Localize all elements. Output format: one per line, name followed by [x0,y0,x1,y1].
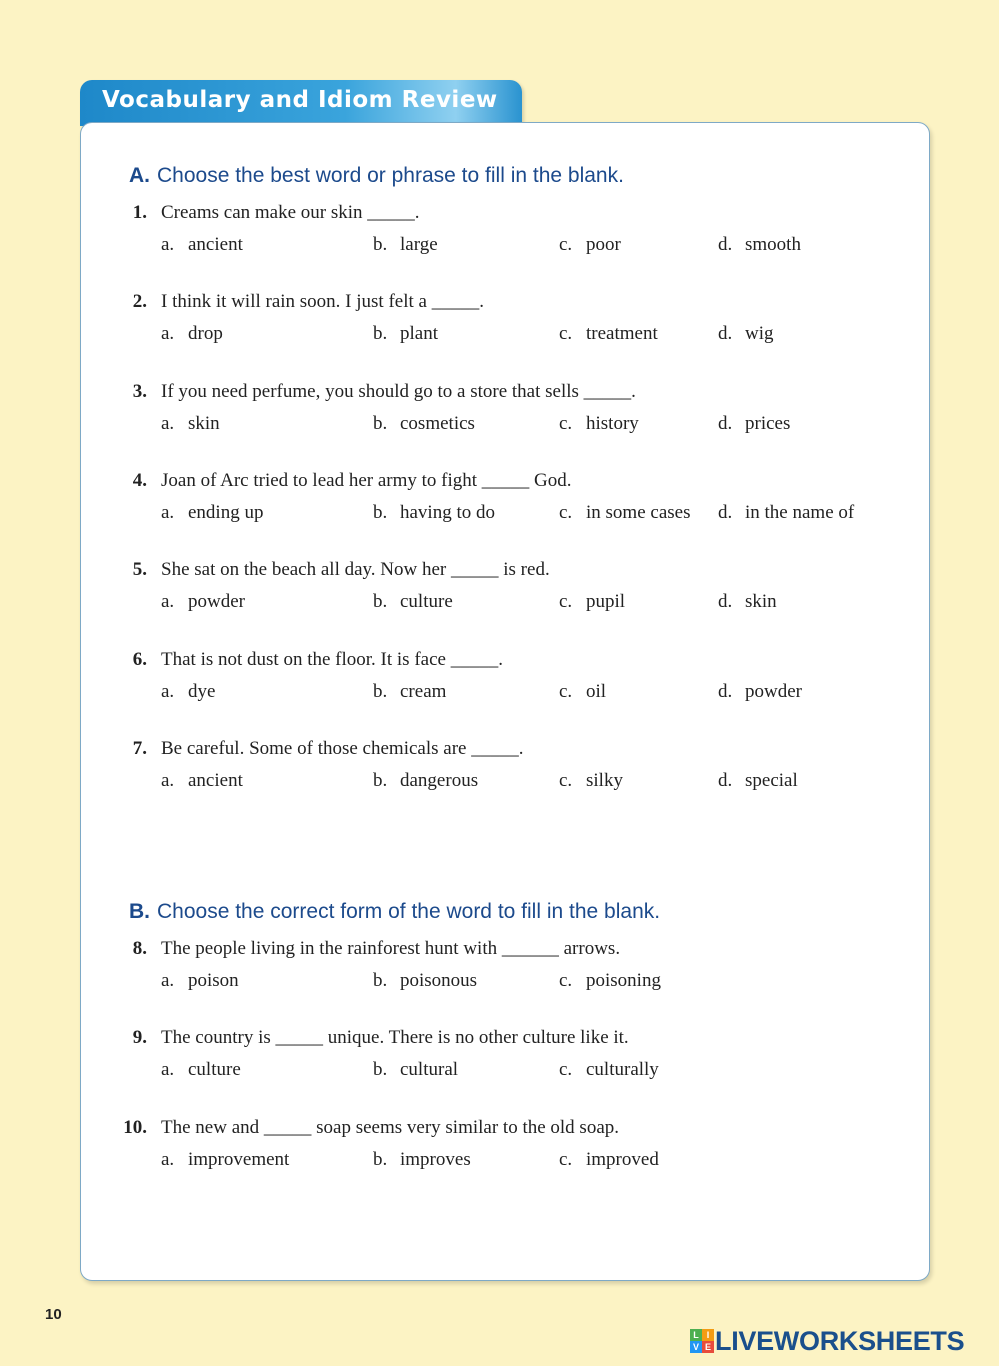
option-letter: d. [718,323,733,345]
option-text: skin [745,591,777,613]
option-text: in some cases [586,501,691,523]
answer-option-a[interactable] [161,1059,241,1081]
option-letter: b. [373,412,388,434]
answer-option-c[interactable] [559,1059,659,1081]
answer-option-b[interactable] [373,234,438,256]
option-text: wig [745,323,774,345]
option-letter: a. [161,591,175,613]
option-text: treatment [586,323,658,345]
answer-option-b[interactable] [373,770,478,792]
option-letter: a. [161,680,175,702]
option-text: drop [188,323,223,345]
option-text: poisonous [400,970,478,991]
question-2 [0,291,999,351]
question-4 [0,470,999,530]
section-a-instruction: Choose the best word or phrase to fill in the blank. [157,164,624,187]
option-letter: c. [559,591,573,613]
question-number: 1. [132,202,147,223]
answer-option-a[interactable] [161,770,243,792]
option-letter: a. [161,323,175,345]
answer-option-c[interactable] [559,234,621,256]
answer-option-d[interactable] [718,413,790,435]
question-5 [0,559,999,619]
option-text: silky [586,769,623,791]
question-text: The people living in the rainforest hunt with ______ arrows. [161,938,621,959]
brand-icon-tile: I [702,1329,714,1341]
answer-option-d[interactable] [718,234,801,256]
option-text: improves [400,1148,471,1170]
answer-option-d[interactable] [718,502,854,524]
answer-option-a[interactable] [161,413,220,435]
question-number: 9. [132,1027,147,1049]
question-text: The country is _____ unique. There is no other culture like it. [161,1027,629,1049]
answer-option-d[interactable] [718,591,777,613]
answer-option-a[interactable] [161,970,239,992]
answer-option-b[interactable] [373,1059,458,1081]
answer-option-b[interactable] [373,681,446,703]
question-number: 6. [132,648,147,670]
option-letter: a. [161,970,175,991]
question-9 [0,1027,999,1087]
section-title-tab [80,80,522,126]
brand-name: LIVEWORKSHEETS [715,1326,965,1356]
answer-option-c[interactable] [559,502,690,524]
option-letter: d. [718,680,733,702]
option-text: cultural [400,1059,459,1081]
option-text: culture [188,1059,241,1081]
brand-icon-tile: L [690,1329,702,1341]
option-letter: a. [161,412,175,434]
answer-option-d[interactable] [718,770,798,792]
question-1 [0,202,999,262]
question-number: 5. [132,559,147,581]
liveworksheets-icon [690,1329,714,1353]
answer-option-c[interactable] [559,970,661,992]
section-b-letter: B. [129,900,150,923]
question-number: 4. [132,469,147,491]
option-letter: b. [373,501,388,523]
option-letter: b. [373,769,388,791]
option-letter: d. [718,501,733,523]
option-text: smooth [745,234,801,255]
answer-option-a[interactable] [161,502,263,524]
option-letter: b. [373,1148,388,1170]
option-text: in the name of [745,501,855,523]
option-text: poison [188,970,239,991]
option-text: improvement [188,1148,290,1170]
option-text: poor [586,234,621,255]
option-text: large [400,234,438,255]
answer-option-c[interactable] [559,1149,659,1171]
option-text: history [586,412,639,434]
page-number: 10 [45,1306,62,1323]
answer-option-c[interactable] [559,681,606,703]
option-letter: d. [718,769,733,791]
option-text: special [745,769,798,791]
option-letter: c. [559,769,573,791]
answer-option-b[interactable] [373,413,475,435]
question-8 [0,938,999,998]
answer-option-c[interactable] [559,591,625,613]
option-letter: c. [559,970,573,991]
question-text: I think it will rain soon. I just felt a _____. [161,291,484,313]
option-text: dye [188,680,216,702]
option-letter: b. [373,591,388,613]
question-text: The new and _____ soap seems very similar to the old soap. [161,1116,620,1138]
section-a-heading [129,164,624,188]
answer-option-a[interactable] [161,681,215,703]
question-7 [0,738,999,798]
option-letter: c. [559,1148,573,1170]
option-letter: a. [161,1148,175,1170]
page-title: Vocabulary and Idiom Review [102,87,498,113]
answer-option-c[interactable] [559,413,639,435]
option-letter: a. [161,501,175,523]
option-text: plant [400,323,438,345]
option-letter: b. [373,1059,388,1081]
answer-option-b[interactable] [373,1149,471,1171]
option-letter: d. [718,591,733,613]
question-number: 2. [132,291,147,313]
option-text: ancient [188,769,243,791]
option-letter: c. [559,501,573,523]
question-10 [0,1117,999,1177]
question-text: Be careful. Some of those chemicals are _____. [161,737,524,759]
answer-option-b[interactable] [373,970,477,992]
option-letter: a. [161,1059,175,1081]
answer-option-a[interactable] [161,591,245,613]
option-letter: c. [559,1059,573,1081]
option-text: culturally [586,1059,659,1081]
option-text: powder [188,591,245,613]
option-text: pupil [586,591,626,613]
option-text: poisoning [586,970,661,991]
question-text: If you need perfume, you should go to a store that sells _____. [161,380,636,402]
option-text: dangerous [400,769,479,791]
option-text: skin [188,412,220,434]
question-text: Creams can make our skin _____. [161,202,420,223]
answer-option-d[interactable] [718,681,802,703]
answer-option-a[interactable] [161,323,223,345]
option-text: cream [400,680,447,702]
question-number: 3. [132,380,147,402]
option-text: improved [586,1148,659,1170]
question-3 [0,381,999,441]
answer-option-c[interactable] [559,770,623,792]
option-text: prices [745,412,791,434]
option-letter: a. [161,769,175,791]
option-letter: d. [718,412,733,434]
brand-icon-tile: V [690,1341,702,1353]
answer-option-d[interactable] [718,323,774,345]
answer-option-c[interactable] [559,323,658,345]
answer-option-b[interactable] [373,591,453,613]
answer-option-b[interactable] [373,323,438,345]
option-letter: c. [559,680,573,702]
option-letter: a. [161,234,175,255]
option-letter: c. [559,412,573,434]
brand-icon-tile: E [702,1341,714,1353]
option-letter: b. [373,234,388,255]
option-text: cosmetics [400,412,475,434]
option-text: having to do [400,501,495,523]
answer-option-b[interactable] [373,502,495,524]
section-b-instruction: Choose the correct form of the word to fill in the blank. [157,900,661,923]
option-text: oil [586,680,607,702]
question-text: She sat on the beach all day. Now her _____ is red. [161,559,550,581]
option-text: powder [745,680,802,702]
option-text: ancient [188,234,243,255]
option-letter: c. [559,234,573,255]
question-number: 8. [132,938,147,959]
option-text: ending up [188,501,264,523]
option-letter: b. [373,323,388,345]
option-letter: b. [373,970,388,991]
option-letter: d. [718,234,733,255]
answer-option-a[interactable] [161,234,243,256]
question-number: 7. [132,737,147,759]
answer-option-a[interactable] [161,1149,289,1171]
question-text: That is not dust on the floor. It is face _____. [161,648,503,670]
question-6 [0,649,999,709]
option-text: culture [400,591,453,613]
option-letter: c. [559,323,573,345]
question-text: Joan of Arc tried to lead her army to fight _____ God. [161,469,572,491]
section-b-heading [129,900,660,924]
option-letter: b. [373,680,388,702]
section-a-letter: A. [129,164,150,187]
question-number: 10. [123,1116,147,1138]
